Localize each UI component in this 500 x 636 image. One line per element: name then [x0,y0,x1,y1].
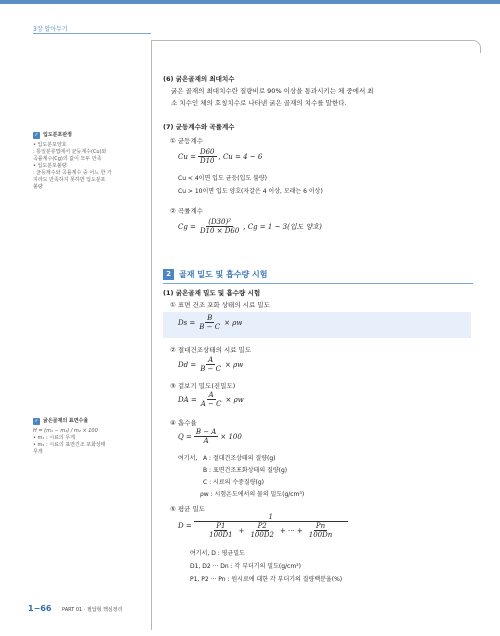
formula-tail: , Cg = 1 ~ 3(입도 양호) [243,222,322,231]
note-icon: ✓ [34,418,39,424]
formula-tail: , Cu = 4 ~ 6 [218,152,263,161]
item-average-density: ⑤ 평균 밀도 [170,505,206,513]
heading-density-test: (1) 굵은골재 밀도 및 흡수량 시험 [163,289,261,297]
fraction-den: 100Dn [308,531,333,539]
formula-tail: × ρw [225,395,244,404]
heading-coefficients: (7) 균등계수와 곡률계수 [163,123,235,131]
fraction-den: D10 × D60 [199,227,240,235]
formula-tail: × ρw [224,318,243,327]
page-number: 1−66 [28,604,52,613]
plus-sign: + [238,526,245,535]
legend-c: C : 시료의 수중질량(g) [203,479,264,486]
side-note-title [33,132,145,139]
fraction-num: D60 [199,148,215,156]
where-label: 여기서, [178,455,198,462]
formula-lhs: Dd = [178,360,197,369]
formula-lhs: Cu = [178,152,196,161]
side-note-line: • 입도분포불량 [33,163,67,169]
formula-lhs: Q = [178,432,192,441]
fraction-den: A − C [200,400,222,408]
formula-ds [178,314,488,331]
side-note-line: : 통일분류법에서 균등계수(Cu)와 [33,149,107,155]
formula-lhs: Ds = [178,318,196,327]
item-absorption: ④ 흡수율 [170,419,197,427]
fraction-outer [194,513,348,539]
formula-cu [178,148,488,165]
fraction-num: (D30)² [208,218,232,226]
side-note-title [33,418,145,425]
fraction-den [203,522,338,539]
fraction-num: P2 [257,522,267,530]
item-uniformity: ① 균등계수 [170,137,204,145]
item-curvature: ② 곡률계수 [170,207,204,215]
formula-tail: × 100 [220,432,242,441]
fraction [198,218,241,235]
fraction-den: D10 [199,157,215,165]
fraction [194,428,219,445]
fraction-den: B − C [199,323,221,331]
fraction [198,356,223,373]
formula-dd [178,356,488,373]
fraction-num: Pn [315,522,326,530]
fraction [207,522,234,539]
fraction-den: A [203,437,209,445]
side-note-line: 곡률계수(Cg)의 값이 모두 만족 [33,156,102,162]
ellipsis-plus: + ··· + [279,526,303,535]
side-note-line: 지라도 만족하지 못하면 입도분포 [33,177,106,183]
legend-a: A : 절대건조상태의 질량(g) [203,455,276,462]
fraction [307,522,334,539]
formula-lhs: D = [178,522,192,530]
section-2-heading [163,266,473,282]
content-frame [151,40,481,53]
side-note-title-text: 굵은골재의 표면수율 [43,418,89,424]
header-label: 3장 알아두기 [33,26,68,33]
item-dry-density: ② 절대건조상태의 시료 밀도 [170,346,252,354]
item-ssd-density: ① 표면 건조 포화 상태의 시료 밀도 [170,301,270,309]
section-rule [163,283,473,284]
paragraph-line: 굵은 골재의 최대치수란 질량비로 90% 이상을 통과시키는 체 중에서 최 [171,87,374,95]
formula-d [178,513,488,539]
side-note-formula: H = (m₁ − m₂) / m₂ × 100 [33,428,98,434]
side-note-line: 무게 [33,449,43,455]
note-icon: ✓ [34,132,39,138]
heading-max-size: (6) 굵은골재의 최대치수 [163,75,235,83]
side-note-line: • m₂ : 시료의 표면건조 포화상태 [33,442,106,448]
side-note-line: 불량 [33,184,43,190]
fraction-num: A [208,391,214,399]
cu-low: Cu < 4이면 입도 균등(입도 불량) [178,175,268,182]
side-note-surface-water [33,418,145,456]
formula-lhs: Cg = [178,222,196,231]
legend-dn: D1, D2 ··· Dn : 각 부더기의 밀도(g/cm³) [190,563,301,570]
section-title: 골재 밀도 및 흡수량 시험 [179,269,268,279]
formula-da [178,391,488,408]
fraction-num: 1 [194,513,348,522]
fraction [199,391,224,408]
header-rule [33,33,151,34]
legend-b: B : 표면건조포화상태의 질량(g) [203,467,288,474]
formula-tail: × ρw [225,360,244,369]
side-note-line: • 입도분포양호 [33,142,67,148]
section-number: 2 [163,269,174,280]
fraction-num: A [208,356,214,364]
fraction-den: 100D1 [209,531,233,539]
fraction-num: P1 [216,522,226,530]
fraction [248,522,275,539]
top-bar [0,0,500,4]
formula-q [178,428,488,445]
side-note-line: • m₁ : 시료의 무게 [33,435,76,441]
fraction-den: 100D2 [250,531,274,539]
legend-pn: P1, P2 ··· Pn : 원시료에 대한 각 부더기의 질량백분율(%) [190,576,343,583]
cu-high: Cu > 10이면 입도 양호(자갈은 4 이상, 모래는 6 이상) [178,188,323,195]
side-note-line: : 균등계수와 곡률계수 중 어느 한 가 [33,170,112,176]
column-divider [151,40,152,630]
side-note-grading [33,132,145,191]
footer-text: PART 01 · 필답형 핵심정리 [62,607,123,613]
fraction-num: B [207,314,213,322]
side-note-title-text: 입도분포판정 [43,132,72,138]
legend-rho: ρw : 시험온도에서의 물의 밀도(g/cm³) [200,491,305,498]
item-apparent-density: ③ 겉보기 밀도(진밀도) [170,382,236,390]
formula-lhs: DA = [178,395,197,404]
fraction-den: B − C [200,365,222,373]
fraction [197,314,222,331]
legend-d: 여기서, D : 평균밀도 [190,550,245,557]
formula-cg [178,218,488,235]
fraction-num: B − A [195,428,217,436]
paragraph-line: 소 치수인 체의 호칭치수로 나타낸 굵은 골재의 치수를 말한다. [171,99,347,107]
fraction [198,148,217,165]
